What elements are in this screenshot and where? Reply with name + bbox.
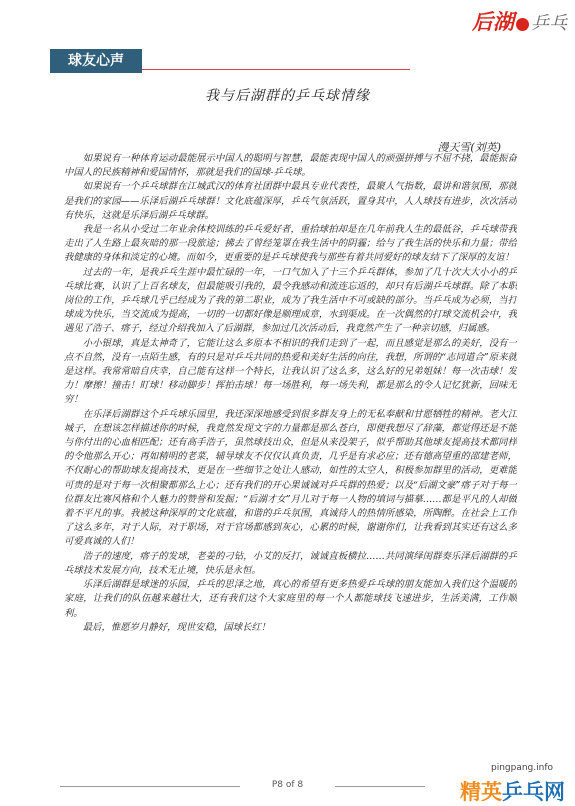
paragraph: 在乐泽后湖群这个乒乓球乐园里，我还深深地感受到很多群友身上的无私奉献和甘愿牺牲的精神。老大江城子，在想该怎样描述你的时候，我竟然发现文字的力量都是那么苍白，即便我想尽了辞藻，都觉得还是不能与你付出的心血相匹配；还有高手浩子，虽然球技出众，但是从来没架子，似乎帮助其他球友提高技术都同样的令他那么开心；再如精明的老菜，辅导球友不仅仅认真负责，几乎是有求必应；还有德高望重的邵建老师，不仅耐心的帮助球友提高技术，更是在一些细节之处让人感动，如性的太空人，积极参加群里的活动，更难能可贵的是对于每一次相聚都那么上心；还有我们的开心果诚诚对乒乓群的热爱；以及“后湖文豪”瘩子对于每一位群友比赛风格和个人魅力的赞誉和发掘；“后湖才女”月儿对于每一人物的填词与描摹……都是平凡的人却做着不平凡的事。我被这种深厚的文化底蕴，和谐的乒乓氛围，真诚待人的热情所感染，所陶醉。在社会上工作了这么多年，对于人际，对于职场，对于官场都感到灰心，心累的时候，谢谢你们，让我看到其实还有这么多可爱真诚的人们！ <box>64 408 517 548</box>
article-author: 漫天雪(刘英) <box>437 141 501 154</box>
paragraph: 小小银球，真是太神奇了，它能让这么多原本不相识的我们走到了一起，而且感觉是那么的美好，没有一点不自然，没有一点陌生感，有的只是对乒乓共同的热爱和美好生活的向往，我想，所谓的“志同道合”原来就是这样。我常常暗自庆幸，自己能有这样一个特长，让我认识了这么多，这么好的兄弟姐妹！每一次击球！发力！摩擦！撞击！盯球！移动脚步！挥拍击球！每一场胜利，每一场失利，都是那么的令人记忆犹新，回味无穷！ <box>64 337 517 406</box>
article-body <box>64 152 517 752</box>
paragraph: 我是一名从小受过二年业余体校训练的乒乓爱好者，重拾球拍却是在几年前我人生的最低谷，乒乓球带我走出了人生路上最灰暗的那一段旅途；拂去了曾经笼罩在我生活中的阴霾；给与了我生活的快乐和力量；带给我健康的身体和淡定的心境。而如今，更重要的是乒乓球使我与那些有着共同爱好的球友结下了深厚的友谊！ <box>64 224 517 264</box>
footer-rule-right <box>335 786 425 787</box>
watermark-url: pingpang.info <box>490 763 553 773</box>
paragraph: 乐泽后湖群是球迷的乐园，乒乓的思泽之地，真心的希望有更多热爱乒乓球的朋友能加入我们这个温暖的家庭，让我们的队伍越来越壮大，还有我们这个大家庭里的每一个人都能球技飞速进步，生活美满，工作顺利。 <box>64 579 517 619</box>
watermark-brand <box>460 776 565 806</box>
logo-tail: 乒乓 <box>531 13 567 34</box>
section-label: 球友心声 <box>50 49 142 73</box>
logo-text: 后湖 <box>472 10 514 34</box>
paragraph: 最后，惟愿岁月静好，现世安稳，国球长红！ <box>82 621 271 633</box>
brand-logo <box>472 6 567 36</box>
page-number: P8 of 8 <box>271 780 304 790</box>
paragraph: 如果说有一个乒乓球群在江城武汉的体育社团群中最具专业代表性，最聚人气指数，最讲和谐氛围，那就是我们的家园——乐泽后湖乒乓球群！文化底蕴深厚，乒乓气氛活跃，置身其中，人人球技有进步，次次活动有快乐，这就是乐泽后湖乒乓球群。 <box>64 181 517 221</box>
paragraph: 浩子的速度，瘩子的发球，老姜的刁钻，小艾的反打，诚诚直板横拉……共同演绎闺群奏乐泽后湖群的乒乓球技术发展方向，技术无止境，快乐是永恒。 <box>64 550 517 576</box>
watermark-brand-a: 精英 <box>460 780 502 804</box>
paragraph: 过去的一年，是我乒乓生涯中最忙碌的一年，一口气加入了十三个乒乓群体，参加了几十次大大小小的乒乓球比赛，认识了上百名球友，但最能吸引我的，最令我感动和流连忘返的，却只有后湖乒乓球群。除了本职岗位的工作，乒乓球几乎已经成为了我的第二职业，成为了我生活中不可或缺的部分。当乒乓成为必须，当打球成为快乐，当交流成为提高，一切的一切都好像是顺理成章，水到渠成。在一次偶然的打球交流机会中，我遇见了浩子、瘩子，经过介绍我加入了后湖群，参加过几次活动后，我竟然产生了一种亲切感，归属感。 <box>64 266 517 335</box>
section-divider <box>142 69 410 70</box>
watermark-brand-b: 乒乓网 <box>502 780 565 804</box>
paragraph: 如果说有一种体育运动最能展示中国人的聪明与智慧，最能表现中国人的顽强拼搏与不屈不挠，最能振奋中国人的民族精神和爱国情怀，那就是我们的国球-乒乓球。 <box>64 153 517 179</box>
pingpong-ball-icon <box>516 18 529 31</box>
article-title: 我与后湖群的乒乓球情缘 <box>205 88 370 104</box>
